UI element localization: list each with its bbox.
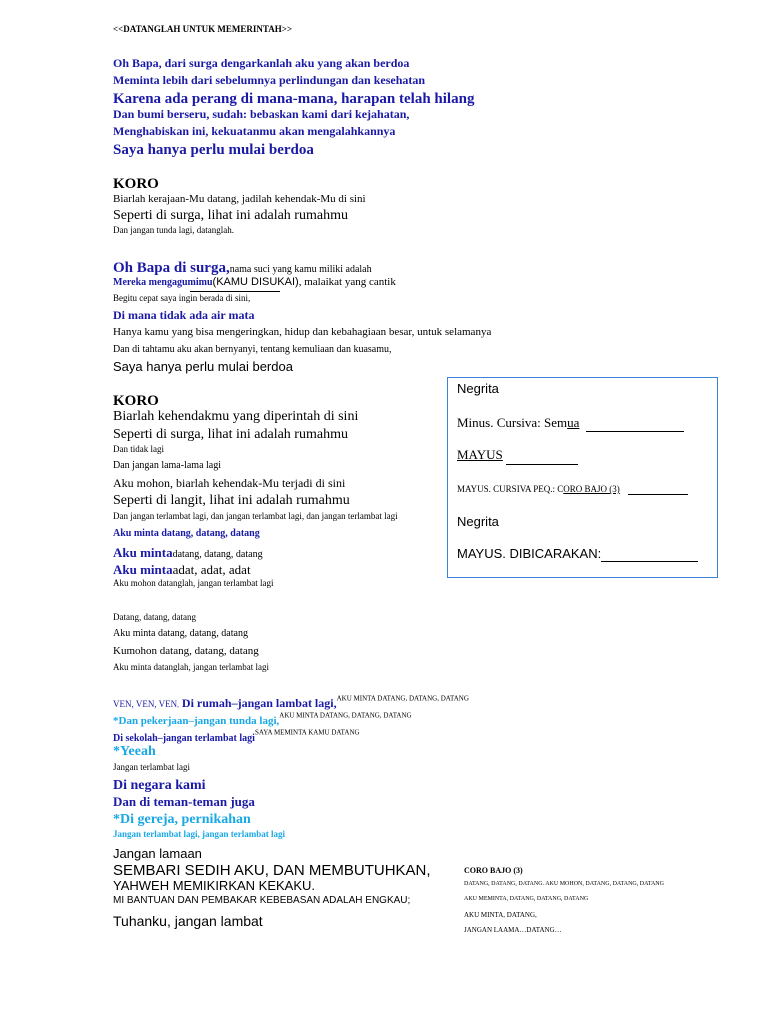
koro1-line: Dan jangan tunda lagi, datanglah. xyxy=(113,225,234,235)
ending-line: YAHWEH MEMIKIRKAN KEKAKU. xyxy=(113,878,316,893)
koro2-line: Seperti di langit, lihat ini adalah rumahmu xyxy=(113,493,350,508)
koro2-line: Dan jangan terlambat lagi, dan jangan terlambat lagi, dan jangan terlambat lagi xyxy=(113,511,398,521)
legend-negrita: Negrita xyxy=(457,514,499,529)
song-title: <<DATANGLAH UNTUK MEMERINTAH>> xyxy=(113,24,293,34)
verse1-line: Menghabiskan ini, kekuatanmu akan mengalahkannya xyxy=(113,124,396,138)
ending-line: MI BANTUAN DAN PEMBAKAR KEBEBASAN ADALAH ENGKAU; xyxy=(113,895,411,906)
legend-peq xyxy=(457,484,620,494)
blank-line xyxy=(601,561,698,562)
verse1-line: Dan bumi berseru, sudah: bebaskan kami dari kejahatan, xyxy=(113,107,410,121)
legend-minus-ul: ua xyxy=(567,415,580,430)
verse2-line6: Dan di tahtamu aku akan bernyanyi, tentang kemuliaan dan kuasamu, xyxy=(113,344,392,355)
koro1-line: Seperti di surga, lihat ini adalah rumahmu xyxy=(113,208,348,223)
ven-prefix: VEN, VEN, VEN xyxy=(113,699,178,709)
coro-bajo-line: JANGAN LAAMA…DATANG… xyxy=(464,926,562,934)
aku-minta-rest: adat, adat, adat xyxy=(172,562,251,577)
legend-dibicarakan: MAYUS. DIBICARAKAN: xyxy=(457,546,602,561)
legend-box xyxy=(447,377,718,578)
legend-negrita: Negrita xyxy=(457,381,499,396)
verse1-line: Karena ada perang di mana-mana, harapan telah hilang xyxy=(113,91,475,107)
coro-bajo-line: AKU MINTA, DATANG, xyxy=(464,911,537,919)
coro-bajo-heading: CORO BAJO (3) xyxy=(464,866,523,875)
jangan-terlambat-line: Jangan terlambat lagi xyxy=(113,762,190,772)
ending-line: SEMBARI SEDIH AKU, DAN MEMBUTUHKAN, xyxy=(113,862,431,879)
coro-bajo-line: AKU MEMINTA, DATANG, DATANG, DATANG xyxy=(464,896,589,902)
koro2-line: Aku mohon, biarlah kehendak-Mu terjadi di sini xyxy=(113,476,346,490)
legend-minus xyxy=(457,416,579,431)
sekolah-sup: SAYA MEMINTA KAMU DATANG xyxy=(254,728,360,737)
ending-line: Tuhanku, jangan lambat xyxy=(113,913,263,929)
koro2-line: Dan tidak lagi xyxy=(113,444,164,454)
teman-line: Dan di teman-teman juga xyxy=(113,794,255,809)
blank-line xyxy=(628,494,688,495)
verse1-line: Saya hanya perlu mulai berdoa xyxy=(113,142,314,158)
verse2-line1-big: Oh Bapa di surga, xyxy=(113,260,230,276)
verse2-line1 xyxy=(113,259,372,277)
ven-line xyxy=(113,694,469,712)
ven-comma: , xyxy=(177,701,179,709)
verse1-line: Meminta lebih dari sebelumnya perlindungan dan kesehatan xyxy=(113,73,426,87)
verse2-line7: Saya hanya perlu mulai berdoa xyxy=(113,359,293,374)
koro1-line: Biarlah kerajaan-Mu datang, jadilah kehendak-Mu di sini xyxy=(113,193,366,205)
pekerjaan-line xyxy=(113,711,412,729)
aku-minta-rest: datang, datang, datang xyxy=(172,549,263,560)
pekerjaan-bold: *Dan pekerjaan–jangan tunda lagi, xyxy=(113,715,280,727)
gereja-line: *Di gereja, pernikahan xyxy=(113,812,251,827)
koro-heading: KORO xyxy=(113,176,159,192)
yeeah-line: *Yeeah xyxy=(113,744,156,759)
coro-bajo-line: DATANG, DATANG, DATANG. AKU MOHON, DATANG, DATANG, DATANG xyxy=(464,881,664,887)
ven-bold: Di rumah–jangan lambat lagi, xyxy=(178,696,337,710)
ven-sup: AKU MINTA DATANG, DATANG, DATANG xyxy=(336,694,469,703)
negara-line: Di negara kami xyxy=(113,778,206,793)
bridge-line: Aku minta datang, datang, datang xyxy=(113,628,248,639)
koro-heading: KORO xyxy=(113,393,159,409)
aku-minta-line xyxy=(113,544,263,562)
verse2-line2-paren: (KAMU DISUKAI) xyxy=(212,276,299,288)
aku-minta-line: Aku minta datang, datang, datang xyxy=(113,528,260,539)
blank-line xyxy=(506,464,578,465)
legend-mayus: MAYUS xyxy=(457,447,503,462)
blank-line xyxy=(586,431,684,432)
aku-minta-line xyxy=(113,561,251,579)
underline-rule xyxy=(190,291,280,292)
gereja-sub-line: Jangan terlambat lagi, jangan terlambat lagi xyxy=(113,829,285,839)
koro2-line: Seperti di surga, lihat ini adalah rumahmu xyxy=(113,427,348,442)
verse2-line2-bold: Mereka mengagumimu xyxy=(113,277,213,288)
verse2-line3: Begitu cepat saya ingin berada di sini, xyxy=(113,293,251,303)
aku-minta-bold: Aku minta xyxy=(113,562,173,577)
legend-peq-ul: ORO BAJO (3) xyxy=(563,484,620,494)
aku-minta-bold: Aku minta xyxy=(113,545,173,560)
verse2-line5: Hanya kamu yang bisa mengeringkan, hidup dan kebahagiaan besar, untuk selamanya xyxy=(113,326,492,338)
sekolah-bold: Di sekolah–jangan terlambat lagi xyxy=(113,733,255,744)
bridge-line: Aku minta datanglah, jangan terlambat lagi xyxy=(113,662,269,672)
koro2-line: Biarlah kehendakmu yang diperintah di sini xyxy=(113,409,359,424)
pekerjaan-sup: AKU MINTA DATANG, DATANG, DATANG xyxy=(279,711,412,720)
koro2-line: Dan jangan lama-lama lagi xyxy=(113,460,222,471)
verse2-line1-small: nama suci yang kamu miliki adalah xyxy=(229,264,372,275)
ending-line: Jangan lamaan xyxy=(113,846,202,861)
bridge-line: Kumohon datang, datang, datang xyxy=(113,645,259,657)
verse1-line: Oh Bapa, dari surga dengarkanlah aku yang akan berdoa xyxy=(113,56,410,70)
verse2-line2 xyxy=(113,276,396,289)
verse2-line4: Di mana tidak ada air mata xyxy=(113,308,255,322)
legend-minus-label: Minus. Cursiva: Sem xyxy=(457,415,568,430)
legend-peq-label: MAYUS. CURSIVA PEQ.: C xyxy=(457,484,564,494)
verse2-line2-rest: , malaikat yang cantik xyxy=(298,276,396,288)
koro2-after: Aku mohon datanglah, jangan terlambat lagi xyxy=(113,578,274,588)
bridge-line: Datang, datang, datang xyxy=(113,612,196,622)
